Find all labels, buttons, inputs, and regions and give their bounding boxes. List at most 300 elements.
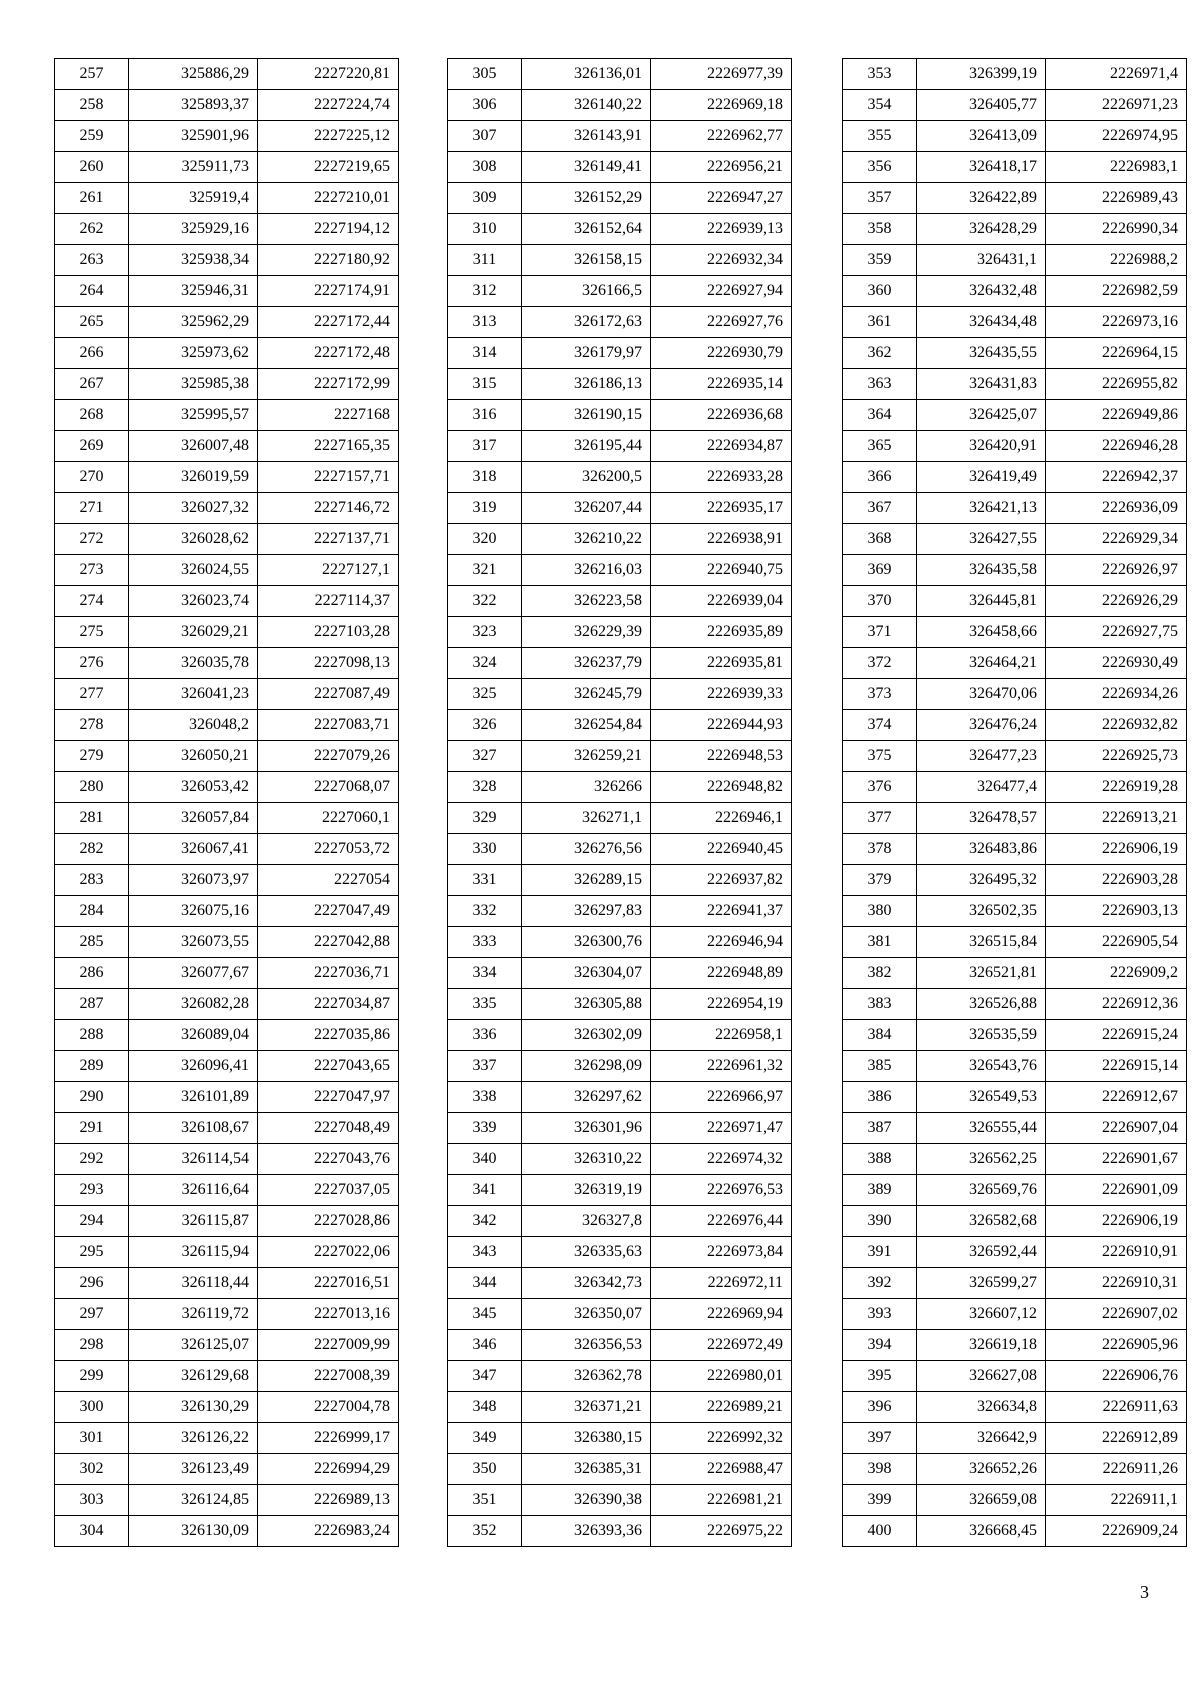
table-row bbox=[448, 927, 792, 958]
y-coordinate-cell: 2227034,87 bbox=[258, 989, 399, 1020]
table-row bbox=[55, 1144, 399, 1175]
point-number-cell: 330 bbox=[448, 834, 522, 865]
y-coordinate-cell: 2226976,53 bbox=[651, 1175, 792, 1206]
table-row bbox=[448, 431, 792, 462]
x-coordinate-cell: 326077,67 bbox=[129, 958, 258, 989]
table-row bbox=[55, 1330, 399, 1361]
x-coordinate-cell: 326327,8 bbox=[522, 1206, 651, 1237]
y-coordinate-cell: 2226966,97 bbox=[651, 1082, 792, 1113]
x-coordinate-cell: 326210,22 bbox=[522, 524, 651, 555]
point-number-cell: 341 bbox=[448, 1175, 522, 1206]
point-number-cell: 340 bbox=[448, 1144, 522, 1175]
x-coordinate-cell: 326599,27 bbox=[917, 1268, 1046, 1299]
point-number-cell: 395 bbox=[843, 1361, 917, 1392]
x-coordinate-cell: 326143,91 bbox=[522, 121, 651, 152]
x-coordinate-cell: 326476,24 bbox=[917, 710, 1046, 741]
y-coordinate-cell: 2226973,84 bbox=[651, 1237, 792, 1268]
table-row bbox=[448, 524, 792, 555]
point-number-cell: 343 bbox=[448, 1237, 522, 1268]
x-coordinate-cell: 326245,79 bbox=[522, 679, 651, 710]
point-number-cell: 393 bbox=[843, 1299, 917, 1330]
point-number-cell: 278 bbox=[55, 710, 129, 741]
y-coordinate-cell: 2226947,27 bbox=[651, 183, 792, 214]
y-coordinate-cell: 2226915,14 bbox=[1046, 1051, 1187, 1082]
y-coordinate-cell: 2226989,13 bbox=[258, 1485, 399, 1516]
x-coordinate-cell: 326421,13 bbox=[917, 493, 1046, 524]
x-coordinate-cell: 326089,04 bbox=[129, 1020, 258, 1051]
table-row bbox=[55, 648, 399, 679]
x-coordinate-cell: 326024,55 bbox=[129, 555, 258, 586]
table-row bbox=[55, 710, 399, 741]
y-coordinate-cell: 2227016,51 bbox=[258, 1268, 399, 1299]
y-coordinate-cell: 2226988,2 bbox=[1046, 245, 1187, 276]
x-coordinate-cell: 326126,22 bbox=[129, 1423, 258, 1454]
table-row bbox=[448, 493, 792, 524]
point-number-cell: 307 bbox=[448, 121, 522, 152]
x-coordinate-cell: 326335,63 bbox=[522, 1237, 651, 1268]
point-number-cell: 265 bbox=[55, 307, 129, 338]
y-coordinate-cell: 2226975,22 bbox=[651, 1516, 792, 1547]
point-number-cell: 382 bbox=[843, 958, 917, 989]
y-coordinate-cell: 2226948,89 bbox=[651, 958, 792, 989]
point-number-cell: 396 bbox=[843, 1392, 917, 1423]
table-row bbox=[843, 586, 1187, 617]
x-coordinate-cell: 326569,76 bbox=[917, 1175, 1046, 1206]
y-coordinate-cell: 2226919,28 bbox=[1046, 772, 1187, 803]
table-row bbox=[843, 1175, 1187, 1206]
point-number-cell: 359 bbox=[843, 245, 917, 276]
y-coordinate-cell: 2226946,1 bbox=[651, 803, 792, 834]
point-number-cell: 346 bbox=[448, 1330, 522, 1361]
y-coordinate-cell: 2226974,32 bbox=[651, 1144, 792, 1175]
x-coordinate-cell: 326526,88 bbox=[917, 989, 1046, 1020]
y-coordinate-cell: 2226905,96 bbox=[1046, 1330, 1187, 1361]
point-number-cell: 286 bbox=[55, 958, 129, 989]
y-coordinate-cell: 2226955,82 bbox=[1046, 369, 1187, 400]
x-coordinate-cell: 326483,86 bbox=[917, 834, 1046, 865]
table-row bbox=[843, 90, 1187, 121]
table-row bbox=[448, 586, 792, 617]
table-row bbox=[843, 1113, 1187, 1144]
y-coordinate-cell: 2226969,18 bbox=[651, 90, 792, 121]
x-coordinate-cell: 326172,63 bbox=[522, 307, 651, 338]
y-coordinate-cell: 2227172,99 bbox=[258, 369, 399, 400]
table-row bbox=[55, 121, 399, 152]
y-coordinate-cell: 2227224,74 bbox=[258, 90, 399, 121]
table-row bbox=[55, 989, 399, 1020]
table-row bbox=[843, 431, 1187, 462]
point-number-cell: 379 bbox=[843, 865, 917, 896]
table-row bbox=[843, 369, 1187, 400]
table-row bbox=[843, 1330, 1187, 1361]
y-coordinate-cell: 2227137,71 bbox=[258, 524, 399, 555]
x-coordinate-cell: 326371,21 bbox=[522, 1392, 651, 1423]
point-number-cell: 274 bbox=[55, 586, 129, 617]
table-row bbox=[55, 369, 399, 400]
x-coordinate-cell: 326342,73 bbox=[522, 1268, 651, 1299]
x-coordinate-cell: 326458,66 bbox=[917, 617, 1046, 648]
y-coordinate-cell: 2226905,54 bbox=[1046, 927, 1187, 958]
y-coordinate-cell: 2226911,26 bbox=[1046, 1454, 1187, 1485]
table-row bbox=[843, 338, 1187, 369]
x-coordinate-cell: 326130,09 bbox=[129, 1516, 258, 1547]
table-row bbox=[55, 679, 399, 710]
x-coordinate-cell: 326301,96 bbox=[522, 1113, 651, 1144]
table-row bbox=[843, 400, 1187, 431]
table-row bbox=[448, 679, 792, 710]
y-coordinate-cell: 2226972,49 bbox=[651, 1330, 792, 1361]
y-coordinate-cell: 2226972,11 bbox=[651, 1268, 792, 1299]
x-coordinate-cell: 326067,41 bbox=[129, 834, 258, 865]
table-row bbox=[55, 1051, 399, 1082]
point-number-cell: 372 bbox=[843, 648, 917, 679]
table-row bbox=[448, 1361, 792, 1392]
point-number-cell: 279 bbox=[55, 741, 129, 772]
table-row bbox=[843, 1051, 1187, 1082]
x-coordinate-cell: 326050,21 bbox=[129, 741, 258, 772]
y-coordinate-cell: 2227009,99 bbox=[258, 1330, 399, 1361]
point-number-cell: 260 bbox=[55, 152, 129, 183]
x-coordinate-cell: 326035,78 bbox=[129, 648, 258, 679]
table-row bbox=[448, 152, 792, 183]
y-coordinate-cell: 2227013,16 bbox=[258, 1299, 399, 1330]
x-coordinate-cell: 326207,44 bbox=[522, 493, 651, 524]
point-number-cell: 316 bbox=[448, 400, 522, 431]
point-number-cell: 347 bbox=[448, 1361, 522, 1392]
point-number-cell: 339 bbox=[448, 1113, 522, 1144]
y-coordinate-cell: 2226927,75 bbox=[1046, 617, 1187, 648]
y-coordinate-cell: 2227047,97 bbox=[258, 1082, 399, 1113]
point-number-cell: 314 bbox=[448, 338, 522, 369]
x-coordinate-cell: 326266 bbox=[522, 772, 651, 803]
x-coordinate-cell: 326048,2 bbox=[129, 710, 258, 741]
x-coordinate-cell: 326627,08 bbox=[917, 1361, 1046, 1392]
table-row bbox=[55, 183, 399, 214]
table-row bbox=[843, 307, 1187, 338]
table-row bbox=[843, 152, 1187, 183]
point-number-cell: 369 bbox=[843, 555, 917, 586]
table-row bbox=[55, 214, 399, 245]
point-number-cell: 297 bbox=[55, 1299, 129, 1330]
point-number-cell: 263 bbox=[55, 245, 129, 276]
y-coordinate-cell: 2226974,95 bbox=[1046, 121, 1187, 152]
point-number-cell: 281 bbox=[55, 803, 129, 834]
y-coordinate-cell: 2227008,39 bbox=[258, 1361, 399, 1392]
point-number-cell: 322 bbox=[448, 586, 522, 617]
y-coordinate-cell: 2226988,47 bbox=[651, 1454, 792, 1485]
table-row bbox=[55, 462, 399, 493]
table-row bbox=[843, 462, 1187, 493]
table-row bbox=[55, 152, 399, 183]
x-coordinate-cell: 326582,68 bbox=[917, 1206, 1046, 1237]
y-coordinate-cell: 2226969,94 bbox=[651, 1299, 792, 1330]
table-row bbox=[448, 1268, 792, 1299]
table-row bbox=[448, 1082, 792, 1113]
point-number-cell: 291 bbox=[55, 1113, 129, 1144]
table-row bbox=[55, 803, 399, 834]
x-coordinate-cell: 326119,72 bbox=[129, 1299, 258, 1330]
y-coordinate-cell: 2227047,49 bbox=[258, 896, 399, 927]
table-row bbox=[55, 59, 399, 90]
x-coordinate-cell: 325962,29 bbox=[129, 307, 258, 338]
y-coordinate-cell: 2226938,91 bbox=[651, 524, 792, 555]
y-coordinate-cell: 2226936,09 bbox=[1046, 493, 1187, 524]
x-coordinate-cell: 326477,23 bbox=[917, 741, 1046, 772]
table-row bbox=[843, 245, 1187, 276]
x-coordinate-cell: 326478,57 bbox=[917, 803, 1046, 834]
point-number-cell: 334 bbox=[448, 958, 522, 989]
x-coordinate-cell: 326136,01 bbox=[522, 59, 651, 90]
point-number-cell: 261 bbox=[55, 183, 129, 214]
point-number-cell: 326 bbox=[448, 710, 522, 741]
x-coordinate-cell: 326158,15 bbox=[522, 245, 651, 276]
x-coordinate-cell: 326101,89 bbox=[129, 1082, 258, 1113]
table-row bbox=[843, 1268, 1187, 1299]
table-row bbox=[843, 741, 1187, 772]
point-number-cell: 370 bbox=[843, 586, 917, 617]
x-coordinate-cell: 326023,74 bbox=[129, 586, 258, 617]
point-number-cell: 360 bbox=[843, 276, 917, 307]
point-number-cell: 358 bbox=[843, 214, 917, 245]
x-coordinate-cell: 326427,55 bbox=[917, 524, 1046, 555]
point-number-cell: 319 bbox=[448, 493, 522, 524]
table-row bbox=[55, 307, 399, 338]
y-coordinate-cell: 2227053,72 bbox=[258, 834, 399, 865]
point-number-cell: 296 bbox=[55, 1268, 129, 1299]
x-coordinate-cell: 326304,07 bbox=[522, 958, 651, 989]
point-number-cell: 275 bbox=[55, 617, 129, 648]
y-coordinate-cell: 2226977,39 bbox=[651, 59, 792, 90]
x-coordinate-cell: 326562,25 bbox=[917, 1144, 1046, 1175]
x-coordinate-cell: 326229,39 bbox=[522, 617, 651, 648]
x-coordinate-cell: 326380,15 bbox=[522, 1423, 651, 1454]
y-coordinate-cell: 2226927,94 bbox=[651, 276, 792, 307]
y-coordinate-cell: 2226962,77 bbox=[651, 121, 792, 152]
x-coordinate-cell: 326502,35 bbox=[917, 896, 1046, 927]
coordinate-table-3 bbox=[842, 58, 1187, 1547]
y-coordinate-cell: 2226958,1 bbox=[651, 1020, 792, 1051]
x-coordinate-cell: 326464,21 bbox=[917, 648, 1046, 679]
x-coordinate-cell: 326166,5 bbox=[522, 276, 651, 307]
y-coordinate-cell: 2226940,45 bbox=[651, 834, 792, 865]
point-number-cell: 391 bbox=[843, 1237, 917, 1268]
y-coordinate-cell: 2226930,49 bbox=[1046, 648, 1187, 679]
table-row bbox=[448, 1020, 792, 1051]
table-row bbox=[843, 1144, 1187, 1175]
table-row bbox=[55, 1237, 399, 1268]
point-number-cell: 272 bbox=[55, 524, 129, 555]
table-row bbox=[55, 400, 399, 431]
x-coordinate-cell: 326082,28 bbox=[129, 989, 258, 1020]
y-coordinate-cell: 2226973,16 bbox=[1046, 307, 1187, 338]
point-number-cell: 352 bbox=[448, 1516, 522, 1547]
x-coordinate-cell: 326297,83 bbox=[522, 896, 651, 927]
y-coordinate-cell: 2227172,44 bbox=[258, 307, 399, 338]
table-row bbox=[55, 1392, 399, 1423]
y-coordinate-cell: 2226983,24 bbox=[258, 1516, 399, 1547]
point-number-cell: 312 bbox=[448, 276, 522, 307]
table-row bbox=[448, 1454, 792, 1485]
point-number-cell: 323 bbox=[448, 617, 522, 648]
table-row bbox=[55, 245, 399, 276]
point-number-cell: 337 bbox=[448, 1051, 522, 1082]
point-number-cell: 306 bbox=[448, 90, 522, 121]
table-row bbox=[55, 1020, 399, 1051]
x-coordinate-cell: 326271,1 bbox=[522, 803, 651, 834]
x-coordinate-cell: 326259,21 bbox=[522, 741, 651, 772]
table-row bbox=[448, 648, 792, 679]
x-coordinate-cell: 326515,84 bbox=[917, 927, 1046, 958]
x-coordinate-cell: 326053,42 bbox=[129, 772, 258, 803]
y-coordinate-cell: 2227083,71 bbox=[258, 710, 399, 741]
table-row bbox=[843, 1392, 1187, 1423]
point-number-cell: 288 bbox=[55, 1020, 129, 1051]
x-coordinate-cell: 325893,37 bbox=[129, 90, 258, 121]
x-coordinate-cell: 326385,31 bbox=[522, 1454, 651, 1485]
x-coordinate-cell: 326140,22 bbox=[522, 90, 651, 121]
point-number-cell: 388 bbox=[843, 1144, 917, 1175]
x-coordinate-cell: 326186,13 bbox=[522, 369, 651, 400]
table-row bbox=[55, 1485, 399, 1516]
table-row bbox=[55, 524, 399, 555]
point-number-cell: 266 bbox=[55, 338, 129, 369]
point-number-cell: 385 bbox=[843, 1051, 917, 1082]
x-coordinate-cell: 326276,56 bbox=[522, 834, 651, 865]
table-row bbox=[843, 1237, 1187, 1268]
x-coordinate-cell: 325985,38 bbox=[129, 369, 258, 400]
table-row bbox=[448, 555, 792, 586]
point-number-cell: 375 bbox=[843, 741, 917, 772]
table-row bbox=[843, 989, 1187, 1020]
table-row bbox=[448, 865, 792, 896]
point-number-cell: 283 bbox=[55, 865, 129, 896]
y-coordinate-cell: 2227028,86 bbox=[258, 1206, 399, 1237]
x-coordinate-cell: 326028,62 bbox=[129, 524, 258, 555]
y-coordinate-cell: 2226930,79 bbox=[651, 338, 792, 369]
table-row bbox=[448, 617, 792, 648]
x-coordinate-cell: 326319,19 bbox=[522, 1175, 651, 1206]
x-coordinate-cell: 326289,15 bbox=[522, 865, 651, 896]
y-coordinate-cell: 2227042,88 bbox=[258, 927, 399, 958]
x-coordinate-cell: 326302,09 bbox=[522, 1020, 651, 1051]
point-number-cell: 282 bbox=[55, 834, 129, 865]
table-row bbox=[55, 586, 399, 617]
table-row bbox=[55, 741, 399, 772]
table-row bbox=[843, 524, 1187, 555]
y-coordinate-cell: 2226971,4 bbox=[1046, 59, 1187, 90]
x-coordinate-cell: 326435,55 bbox=[917, 338, 1046, 369]
point-number-cell: 387 bbox=[843, 1113, 917, 1144]
y-coordinate-cell: 2226910,31 bbox=[1046, 1268, 1187, 1299]
x-coordinate-cell: 326115,94 bbox=[129, 1237, 258, 1268]
point-number-cell: 394 bbox=[843, 1330, 917, 1361]
table-row bbox=[843, 679, 1187, 710]
point-number-cell: 344 bbox=[448, 1268, 522, 1299]
table-row bbox=[843, 865, 1187, 896]
y-coordinate-cell: 2226946,94 bbox=[651, 927, 792, 958]
y-coordinate-cell: 2226912,67 bbox=[1046, 1082, 1187, 1113]
point-number-cell: 363 bbox=[843, 369, 917, 400]
x-coordinate-cell: 326668,45 bbox=[917, 1516, 1046, 1547]
point-number-cell: 329 bbox=[448, 803, 522, 834]
point-number-cell: 313 bbox=[448, 307, 522, 338]
point-number-cell: 390 bbox=[843, 1206, 917, 1237]
table-row bbox=[448, 1051, 792, 1082]
y-coordinate-cell: 2226926,29 bbox=[1046, 586, 1187, 617]
y-coordinate-cell: 2226990,34 bbox=[1046, 214, 1187, 245]
point-number-cell: 277 bbox=[55, 679, 129, 710]
x-coordinate-cell: 326115,87 bbox=[129, 1206, 258, 1237]
y-coordinate-cell: 2226906,19 bbox=[1046, 834, 1187, 865]
point-number-cell: 293 bbox=[55, 1175, 129, 1206]
y-coordinate-cell: 2226940,75 bbox=[651, 555, 792, 586]
y-coordinate-cell: 2226994,29 bbox=[258, 1454, 399, 1485]
table-row bbox=[448, 183, 792, 214]
table-row bbox=[843, 1454, 1187, 1485]
point-number-cell: 321 bbox=[448, 555, 522, 586]
y-coordinate-cell: 2227043,76 bbox=[258, 1144, 399, 1175]
x-coordinate-cell: 326073,55 bbox=[129, 927, 258, 958]
y-coordinate-cell: 2226929,34 bbox=[1046, 524, 1187, 555]
table-row bbox=[843, 772, 1187, 803]
y-coordinate-cell: 2226915,24 bbox=[1046, 1020, 1187, 1051]
table-row bbox=[55, 1113, 399, 1144]
point-number-cell: 356 bbox=[843, 152, 917, 183]
table-row bbox=[843, 1206, 1187, 1237]
x-coordinate-cell: 326477,4 bbox=[917, 772, 1046, 803]
y-coordinate-cell: 2227172,48 bbox=[258, 338, 399, 369]
point-number-cell: 262 bbox=[55, 214, 129, 245]
x-coordinate-cell: 326123,49 bbox=[129, 1454, 258, 1485]
table-row bbox=[448, 958, 792, 989]
point-number-cell: 371 bbox=[843, 617, 917, 648]
point-number-cell: 373 bbox=[843, 679, 917, 710]
y-coordinate-cell: 2226927,76 bbox=[651, 307, 792, 338]
x-coordinate-cell: 326555,44 bbox=[917, 1113, 1046, 1144]
table-row bbox=[843, 648, 1187, 679]
x-coordinate-cell: 326362,78 bbox=[522, 1361, 651, 1392]
point-number-cell: 354 bbox=[843, 90, 917, 121]
point-number-cell: 280 bbox=[55, 772, 129, 803]
table-row bbox=[55, 276, 399, 307]
table-row bbox=[448, 741, 792, 772]
point-number-cell: 376 bbox=[843, 772, 917, 803]
table-row bbox=[843, 927, 1187, 958]
x-coordinate-cell: 326297,62 bbox=[522, 1082, 651, 1113]
table-row bbox=[55, 90, 399, 121]
point-number-cell: 320 bbox=[448, 524, 522, 555]
x-coordinate-cell: 325946,31 bbox=[129, 276, 258, 307]
table-row bbox=[55, 617, 399, 648]
y-coordinate-cell: 2226936,68 bbox=[651, 400, 792, 431]
x-coordinate-cell: 326393,36 bbox=[522, 1516, 651, 1547]
table-row bbox=[55, 896, 399, 927]
x-coordinate-cell: 326298,09 bbox=[522, 1051, 651, 1082]
point-number-cell: 276 bbox=[55, 648, 129, 679]
y-coordinate-cell: 2226909,24 bbox=[1046, 1516, 1187, 1547]
x-coordinate-cell: 326642,9 bbox=[917, 1423, 1046, 1454]
point-number-cell: 290 bbox=[55, 1082, 129, 1113]
x-coordinate-cell: 326420,91 bbox=[917, 431, 1046, 462]
x-coordinate-cell: 326114,54 bbox=[129, 1144, 258, 1175]
table-row bbox=[55, 958, 399, 989]
y-coordinate-cell: 2227004,78 bbox=[258, 1392, 399, 1423]
table-row bbox=[55, 493, 399, 524]
y-coordinate-cell: 2226948,82 bbox=[651, 772, 792, 803]
point-number-cell: 303 bbox=[55, 1485, 129, 1516]
y-coordinate-cell: 2226948,53 bbox=[651, 741, 792, 772]
point-number-cell: 357 bbox=[843, 183, 917, 214]
